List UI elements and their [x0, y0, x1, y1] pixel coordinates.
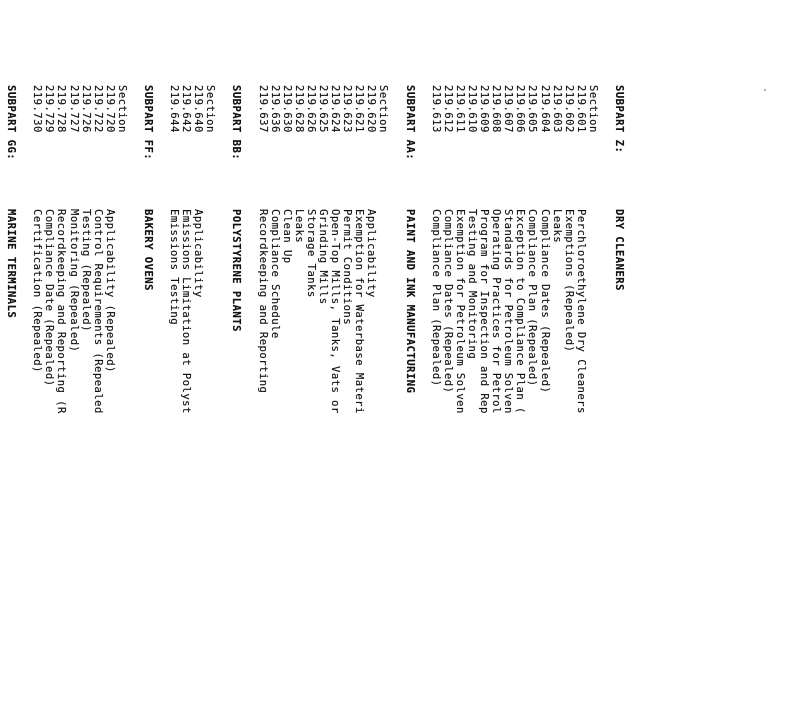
section-title: Compliance Schedule [268, 209, 281, 339]
section-number: 219.606 [514, 85, 527, 133]
section-number: 219.628 [292, 85, 305, 133]
section-row [575, 85, 587, 705]
section-title: Control Requirements (Repealed [91, 209, 104, 414]
heading-gap [599, 85, 613, 705]
section-number: 219.612 [441, 85, 454, 133]
section-header-row [587, 85, 599, 705]
section-row [442, 85, 454, 705]
section-gap [242, 85, 256, 705]
section-title: Open-Top Mills, Tanks, Vats or [329, 209, 342, 414]
subpart-label: SUBPART BB: [230, 85, 243, 161]
section-number: 219.642 [180, 85, 193, 133]
section-number: 219.722 [91, 85, 104, 133]
section-header-row [204, 85, 216, 705]
section-number: 219.630 [280, 85, 293, 133]
section-number: 219.623 [341, 85, 354, 133]
section-row [55, 85, 67, 705]
subpart-label: SUBPART FF: [142, 85, 154, 161]
section-row [192, 85, 204, 705]
subpart-title: BAKERY OVENS [142, 209, 154, 291]
section-title: Recordkeeping and Reporting (R [55, 209, 68, 414]
section-row [168, 85, 180, 705]
section-number: 219.640 [192, 85, 205, 133]
section-number: 219.613 [429, 85, 442, 133]
section-title: Permit Conditions [341, 209, 354, 326]
section-row [538, 85, 550, 705]
section-number: 219.603 [550, 85, 563, 133]
section-number: 219.608 [490, 85, 503, 133]
subpart-heading [142, 85, 154, 705]
section-row [329, 85, 341, 705]
section-column-label: Section [377, 85, 390, 133]
section-row [551, 85, 563, 705]
section-title: Program for Inspection and Rep [478, 209, 491, 414]
section-row [454, 85, 466, 705]
section-title: Emissions Limitation at Polyst [180, 209, 193, 414]
scan-speck [764, 89, 766, 91]
heading-gap [390, 85, 404, 705]
section-title: Applicability (Repealed) [103, 209, 116, 373]
section-gap [154, 85, 168, 705]
subpart-title: POLYSTYRENE PLANTS [230, 209, 243, 332]
section-gap [416, 85, 430, 705]
section-title: Testing and Monitoring [465, 209, 478, 360]
section-row [502, 85, 514, 705]
section-title: Compliance Plan (Repealed) [526, 209, 539, 387]
section-row [80, 85, 92, 705]
section-number: 219.610 [465, 85, 478, 133]
section-row [269, 85, 281, 705]
section-title: Compliance Dates (Repealed) [538, 209, 551, 394]
section-row [67, 85, 79, 705]
section-number: 219.637 [256, 85, 269, 133]
section-number: 219.727 [67, 85, 80, 133]
subpart-title: PAINT AND INK MANUFACTURING [403, 209, 416, 394]
section-number: 219.620 [365, 85, 378, 133]
section-title: Clean Up [280, 209, 293, 264]
section-number: 219.729 [43, 85, 56, 133]
subpart-title: DRY CLEANERS [613, 209, 625, 291]
section-number: 219.625 [317, 85, 330, 133]
section-row [365, 85, 377, 705]
section-title: Exemption for Waterbase Materi [353, 209, 366, 414]
section-title: Exception to Compliance Plan ( [514, 209, 527, 414]
subpart-label: SUBPART GG: [5, 85, 18, 161]
section-number: 219.621 [353, 85, 366, 133]
section-header-row [116, 85, 128, 705]
subpart-heading [230, 85, 242, 705]
section-row [43, 85, 55, 705]
section-gap [17, 85, 31, 705]
section-title: Applicability [192, 209, 205, 298]
section-title: Exemptions (Repealed) [562, 209, 575, 353]
section-title: Applicability [365, 209, 378, 298]
section-row [514, 85, 526, 705]
section-number: 219.626 [304, 85, 317, 133]
section-row [256, 85, 268, 705]
section-row [341, 85, 353, 705]
heading-gap [128, 85, 142, 705]
section-row [305, 85, 317, 705]
section-row [180, 85, 192, 705]
section-row [281, 85, 293, 705]
heading-gap [216, 85, 230, 705]
section-title: Operating Practices for Petrol [490, 209, 503, 414]
section-row [563, 85, 575, 705]
section-number: 219.607 [502, 85, 515, 133]
section-title: Leaks [292, 209, 305, 244]
section-row [104, 85, 116, 705]
section-title: Compliance Dates (Repealed) [441, 209, 454, 394]
section-number: 219.611 [453, 85, 466, 133]
section-row [430, 85, 442, 705]
section-title: Exemption for Petroleum Solven [453, 209, 466, 414]
section-column-label: Section [204, 85, 217, 133]
subpart-heading [5, 85, 17, 705]
section-header-row [377, 85, 389, 705]
section-title: Grinding Mills [317, 209, 330, 305]
section-title: Testing (Repealed) [79, 209, 92, 332]
section-number: 219.602 [562, 85, 575, 133]
section-number: 219.726 [79, 85, 92, 133]
section-title: Monitoring (Repealed) [67, 209, 80, 353]
section-row [526, 85, 538, 705]
section-title: Emissions Testing [168, 209, 181, 326]
section-row [353, 85, 365, 705]
section-title: Recordkeeping and Reporting [256, 209, 269, 394]
section-row [466, 85, 478, 705]
section-row [293, 85, 305, 705]
section-title: Standards for Petroleum Solven [502, 209, 515, 414]
section-number: 219.604 [538, 85, 551, 133]
section-number: 219.644 [168, 85, 181, 133]
section-title: Certification (Repealed) [31, 209, 44, 373]
subpart-title: MARINE TERMINALS [5, 209, 18, 319]
section-title: Compliance Date (Repealed) [43, 209, 56, 387]
rotated-table-of-contents [0, 85, 625, 705]
section-title: Compliance Plan (Repealed) [429, 209, 442, 387]
section-row [317, 85, 329, 705]
section-row [31, 85, 43, 705]
section-title: Perchloroethylene Dry Cleaners [574, 209, 587, 414]
section-column-label: Section [115, 85, 128, 133]
section-number: 219.605 [526, 85, 539, 133]
subpart-heading [613, 85, 625, 705]
section-row [478, 85, 490, 705]
subpart-label: SUBPART AA: [403, 85, 416, 161]
section-column-label: Section [586, 85, 599, 133]
section-number: 219.730 [31, 85, 44, 133]
section-number: 219.728 [55, 85, 68, 133]
section-title: Leaks [550, 209, 563, 244]
subpart-heading [404, 85, 416, 705]
section-title: Storage Tanks [304, 209, 317, 298]
section-number: 219.601 [574, 85, 587, 133]
section-row [92, 85, 104, 705]
section-number: 219.720 [103, 85, 116, 133]
section-number: 219.609 [478, 85, 491, 133]
section-number: 219.624 [329, 85, 342, 133]
section-row [490, 85, 502, 705]
subpart-label: SUBPART Z: [613, 85, 625, 154]
section-number: 219.636 [268, 85, 281, 133]
